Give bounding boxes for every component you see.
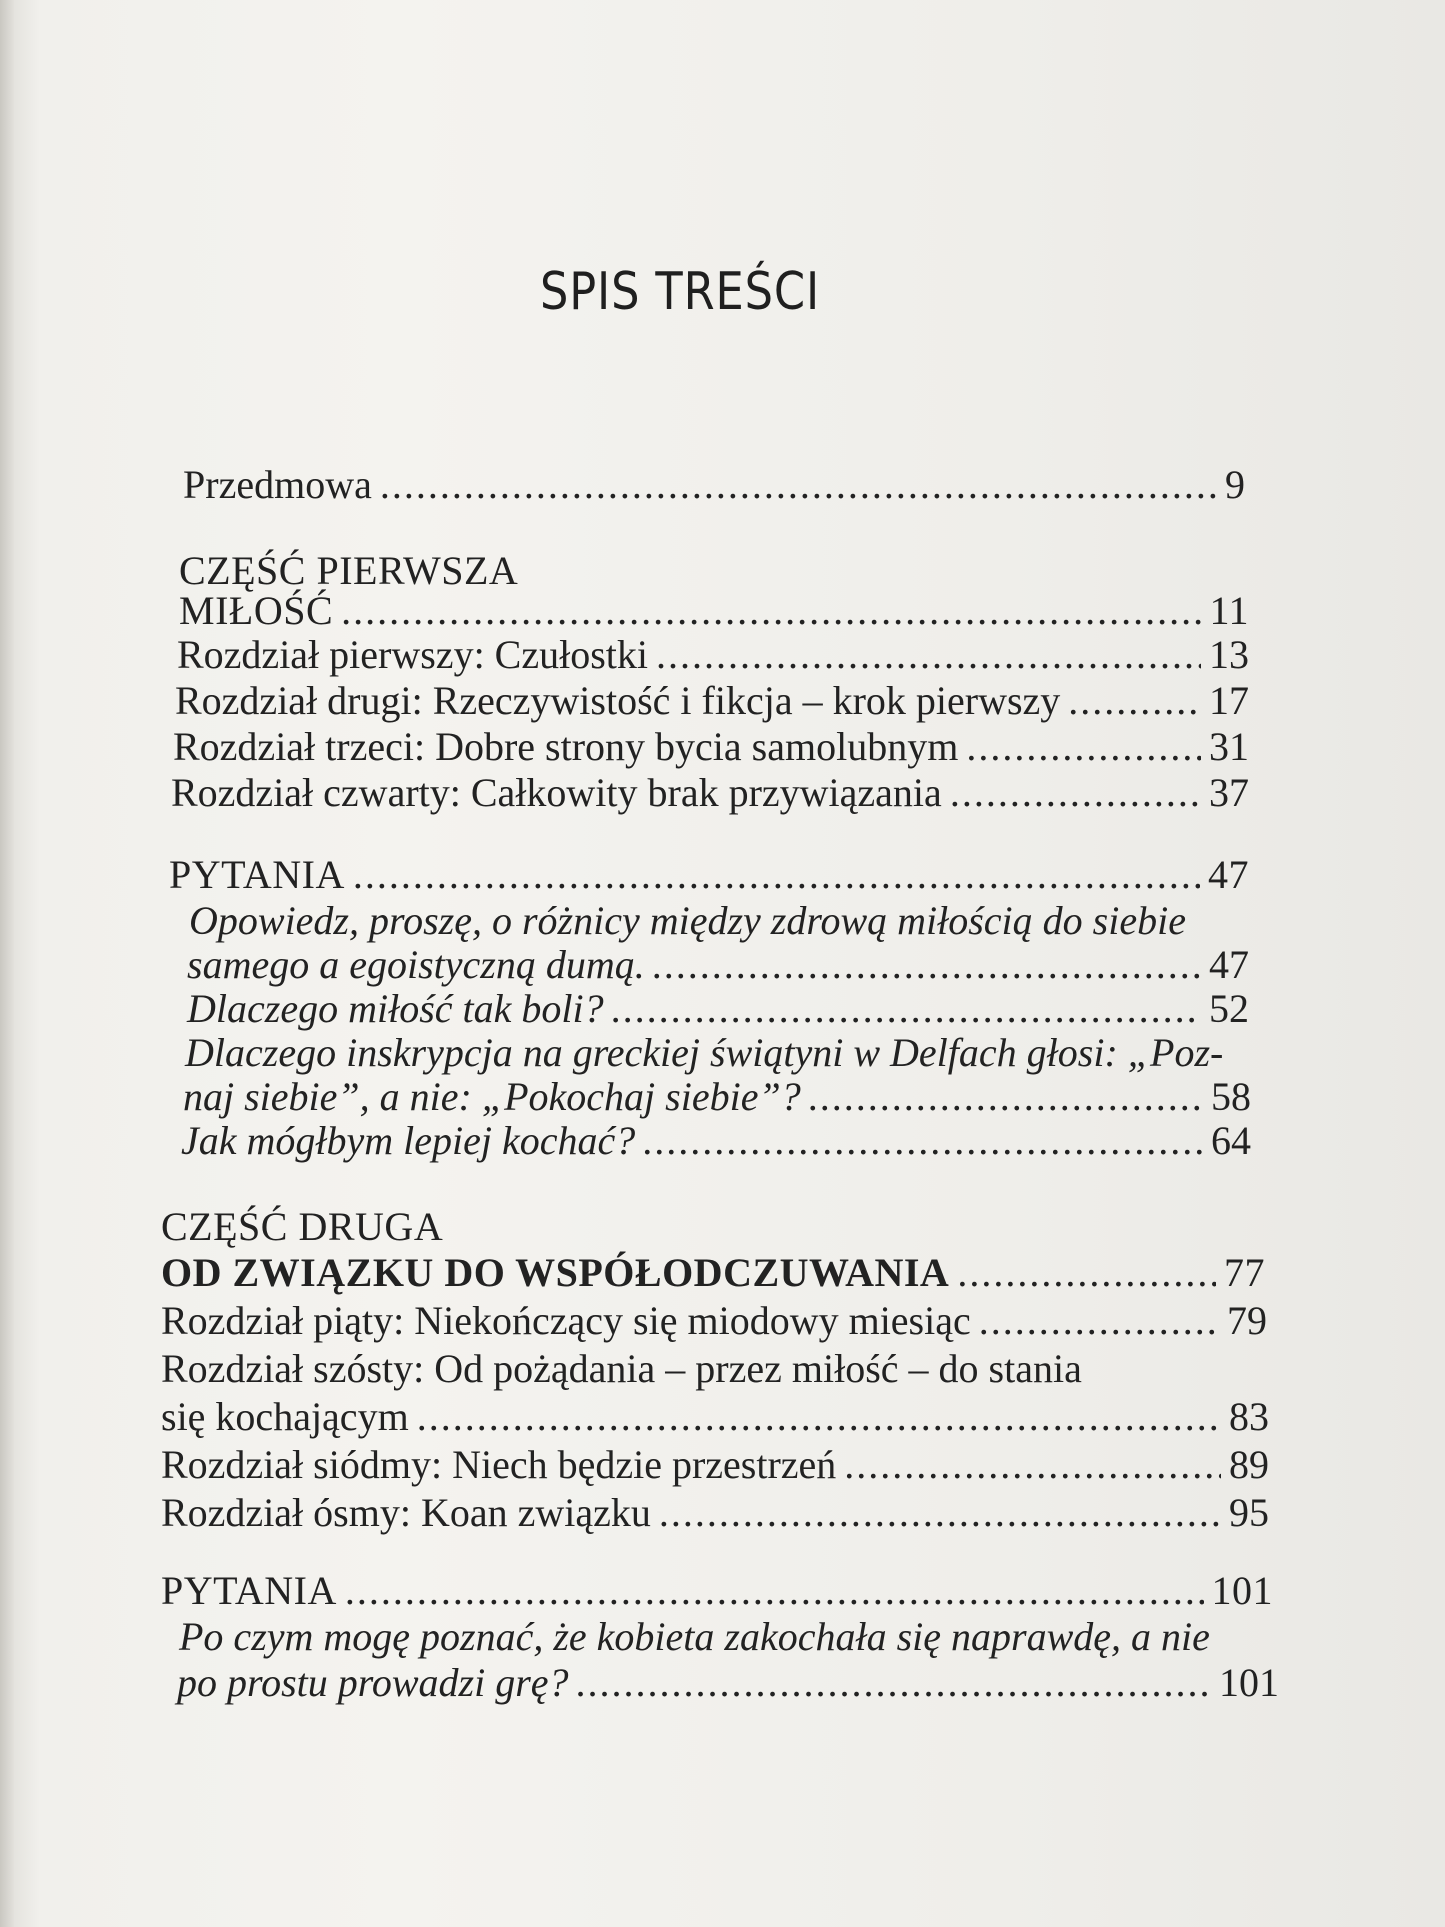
leader-dots bbox=[643, 1118, 1203, 1164]
entry-page: 83 bbox=[1229, 1394, 1269, 1439]
entry-page: 47 bbox=[1209, 942, 1249, 987]
toc-entry-ch6 bbox=[161, 1394, 1269, 1440]
entry-label: Rozdział piąty: Niekończący się miodowy miesiąc bbox=[161, 1298, 971, 1343]
entry-label: się kochającym bbox=[161, 1394, 409, 1439]
toc-entry-question-3 bbox=[183, 1074, 1251, 1120]
leader-dots bbox=[612, 986, 1201, 1032]
leader-dots bbox=[417, 1394, 1221, 1440]
entry-page: 58 bbox=[1211, 1074, 1251, 1119]
entry-label: PYTANIA bbox=[161, 1568, 337, 1613]
toc-entry-ch5 bbox=[161, 1298, 1267, 1344]
entry-label: Rozdział trzeci: Dobre strony bycia samolubnym bbox=[173, 724, 959, 769]
leader-dots bbox=[844, 1442, 1221, 1488]
entry-label: PYTANIA bbox=[169, 852, 345, 897]
leader-dots bbox=[809, 1074, 1203, 1120]
toc-entry-pytania-2 bbox=[161, 1568, 1273, 1614]
page-edge bbox=[0, 0, 14, 1927]
leader-dots bbox=[966, 724, 1201, 770]
entry-page: 11 bbox=[1209, 588, 1249, 633]
toc-entry-ch4 bbox=[171, 770, 1249, 816]
entry-label: Rozdział ósmy: Koan związku bbox=[161, 1490, 651, 1535]
toc-entry-question-2 bbox=[187, 986, 1249, 1032]
entry-page: 52 bbox=[1209, 986, 1249, 1031]
entry-label: Jak mógłbym lepiej kochać? bbox=[181, 1118, 636, 1163]
toc-entry-question-1 bbox=[187, 942, 1249, 988]
entry-page: 13 bbox=[1209, 632, 1249, 677]
leader-dots bbox=[656, 632, 1201, 678]
entry-page: 101 bbox=[1219, 1660, 1279, 1705]
toc-entry-question-4 bbox=[181, 1118, 1251, 1164]
toc-entry-part2-title bbox=[161, 1250, 1265, 1296]
leader-dots bbox=[950, 770, 1201, 816]
entry-label: Rozdział pierwszy: Czułostki bbox=[177, 632, 649, 677]
entry-page: 47 bbox=[1208, 852, 1249, 897]
leader-dots bbox=[979, 1298, 1219, 1344]
toc-entry-ch7 bbox=[161, 1442, 1269, 1488]
leader-dots bbox=[659, 1490, 1221, 1536]
question-3-line-1: Dlaczego inskrypcja na greckiej świątyni w Delfach głosi: „Poz- bbox=[185, 1030, 1224, 1075]
entry-page: 79 bbox=[1227, 1298, 1267, 1343]
leader-dots bbox=[1068, 678, 1201, 724]
page-title: SPIS TREŚCI bbox=[539, 262, 821, 322]
entry-label: Rozdział czwarty: Całkowity brak przywiązania bbox=[171, 770, 942, 815]
entry-page: 37 bbox=[1209, 770, 1249, 815]
question-5-line-1: Po czym mogę poznać, że kobieta zakochała się naprawdę, a nie bbox=[179, 1614, 1210, 1659]
entry-page: 101 bbox=[1211, 1568, 1273, 1613]
entry-label: po prostu prowadzi grę? bbox=[177, 1660, 569, 1705]
entry-page: 9 bbox=[1225, 462, 1245, 507]
toc-entry-part1-title bbox=[179, 588, 1249, 634]
toc-entry-ch2 bbox=[175, 678, 1249, 724]
entry-label: Dlaczego miłość tak boli? bbox=[187, 986, 604, 1031]
question-1-line-1: Opowiedz, proszę, o różnicy między zdrową miłością do siebie bbox=[189, 898, 1186, 943]
toc-entry-ch1 bbox=[177, 632, 1249, 678]
toc-entry-question-5 bbox=[177, 1660, 1279, 1706]
entry-page: 64 bbox=[1211, 1118, 1251, 1163]
entry-label: Rozdział siódmy: Niech będzie przestrzeń bbox=[161, 1442, 837, 1487]
part-heading-1: CZĘŚĆ PIERWSZA bbox=[179, 548, 519, 593]
leader-dots bbox=[341, 588, 1201, 634]
leader-dots bbox=[345, 1568, 1204, 1614]
toc-entry-ch3 bbox=[173, 724, 1249, 770]
entry-page: 89 bbox=[1229, 1442, 1269, 1487]
entry-label: Przedmowa bbox=[183, 462, 372, 507]
leader-dots bbox=[353, 852, 1200, 898]
part-heading-2: CZĘŚĆ DRUGA bbox=[161, 1204, 444, 1249]
chapter-6-line-1: Rozdział szósty: Od pożądania – przez miłość – do stania bbox=[161, 1346, 1082, 1391]
entry-label: naj siebie”, a nie: „Pokochaj siebie”? bbox=[183, 1074, 801, 1119]
leader-dots bbox=[577, 1660, 1211, 1706]
toc-entry-ch8 bbox=[161, 1490, 1269, 1536]
leader-dots bbox=[653, 942, 1201, 988]
entry-label: Rozdział drugi: Rzeczywistość i fikcja – krok pierwszy bbox=[175, 678, 1061, 723]
entry-label: OD ZWIĄZKU DO WSPÓŁODCZUWANIA bbox=[161, 1250, 950, 1295]
entry-page: 17 bbox=[1209, 678, 1249, 723]
leader-dots bbox=[957, 1250, 1216, 1296]
toc-entry-przedmowa bbox=[183, 462, 1245, 508]
entry-page: 95 bbox=[1229, 1490, 1269, 1535]
toc-entry-pytania-1 bbox=[169, 852, 1249, 898]
entry-label: MIŁOŚĆ bbox=[179, 588, 334, 633]
entry-label: samego a egoistyczną dumą. bbox=[187, 942, 645, 987]
leader-dots bbox=[380, 462, 1217, 508]
entry-page: 77 bbox=[1224, 1250, 1265, 1295]
entry-page: 31 bbox=[1209, 724, 1249, 769]
